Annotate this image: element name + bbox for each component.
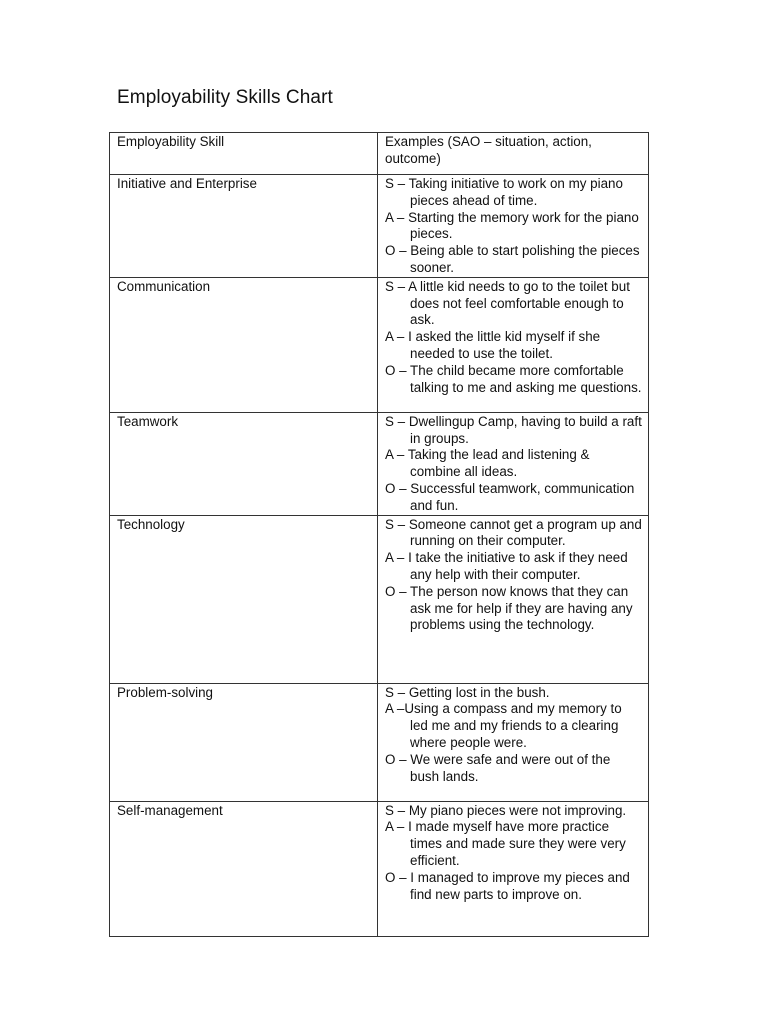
skill-cell: Self-management xyxy=(110,801,378,936)
example-action: A –Using a compass and my memory to led me and my friends to a clearing where people were. xyxy=(385,701,622,750)
example-action: A – I made myself have more practice times and made sure they were very efficient. xyxy=(385,819,626,868)
examples-cell xyxy=(378,412,649,515)
examples-cell xyxy=(378,801,649,936)
skill-cell: Problem-solving xyxy=(110,683,378,801)
example-situation: S – Taking initiative to work on my piano pieces ahead of time. xyxy=(385,176,623,208)
example-action: A – I asked the little kid myself if she needed to use the toilet. xyxy=(385,329,601,361)
table-row xyxy=(110,801,649,936)
example-outcome: O – Being able to start polishing the pieces sooner. xyxy=(385,243,640,275)
table-row xyxy=(110,277,649,412)
example-situation: S – My piano pieces were not improving. xyxy=(385,802,627,818)
examples-cell xyxy=(378,515,649,683)
examples-cell xyxy=(378,683,649,801)
page-title: Employability Skills Chart xyxy=(117,87,333,108)
example-outcome: O – The child became more comfortable talking to me and asking me questions. xyxy=(385,362,642,395)
example-outcome: O – We were safe and were out of the bush lands. xyxy=(385,751,611,784)
skill-cell: Teamwork xyxy=(110,412,378,515)
example-action: A – Starting the memory work for the piano pieces. xyxy=(385,209,639,242)
table-row xyxy=(110,683,649,801)
header-examples: Examples (SAO – situation, action, outcome) xyxy=(378,133,649,175)
skill-cell: Communication xyxy=(110,277,378,412)
table-row xyxy=(110,175,649,278)
table-row xyxy=(110,515,649,683)
skill-cell: Initiative and Enterprise xyxy=(110,175,378,278)
table-row xyxy=(110,412,649,515)
example-outcome: O – The person now knows that they can ask me for help if they are having any problems using the technology. xyxy=(385,583,633,633)
header-skill: Employability Skill xyxy=(110,133,378,175)
example-situation: S – A little kid needs to go to the toilet but does not feel comfortable enough to ask. xyxy=(385,278,630,328)
skill-cell: Technology xyxy=(110,515,378,683)
example-action: A – I take the initiative to ask if they need any help with their computer. xyxy=(385,550,628,582)
table-header-row xyxy=(110,133,649,175)
example-outcome: O – Successful teamwork, communication and fun. xyxy=(385,480,635,513)
examples-cell xyxy=(378,277,649,412)
example-situation: S – Someone cannot get a program up and running on their computer. xyxy=(385,516,642,549)
example-action: A – Taking the lead and listening & combine all ideas. xyxy=(385,447,590,480)
example-outcome: O – I managed to improve my pieces and find new parts to improve on. xyxy=(385,869,630,902)
example-situation: S – Getting lost in the bush. xyxy=(385,684,550,700)
skills-table xyxy=(109,132,649,937)
example-situation: S – Dwellingup Camp, having to build a raft in groups. xyxy=(385,413,642,446)
examples-cell xyxy=(378,175,649,278)
